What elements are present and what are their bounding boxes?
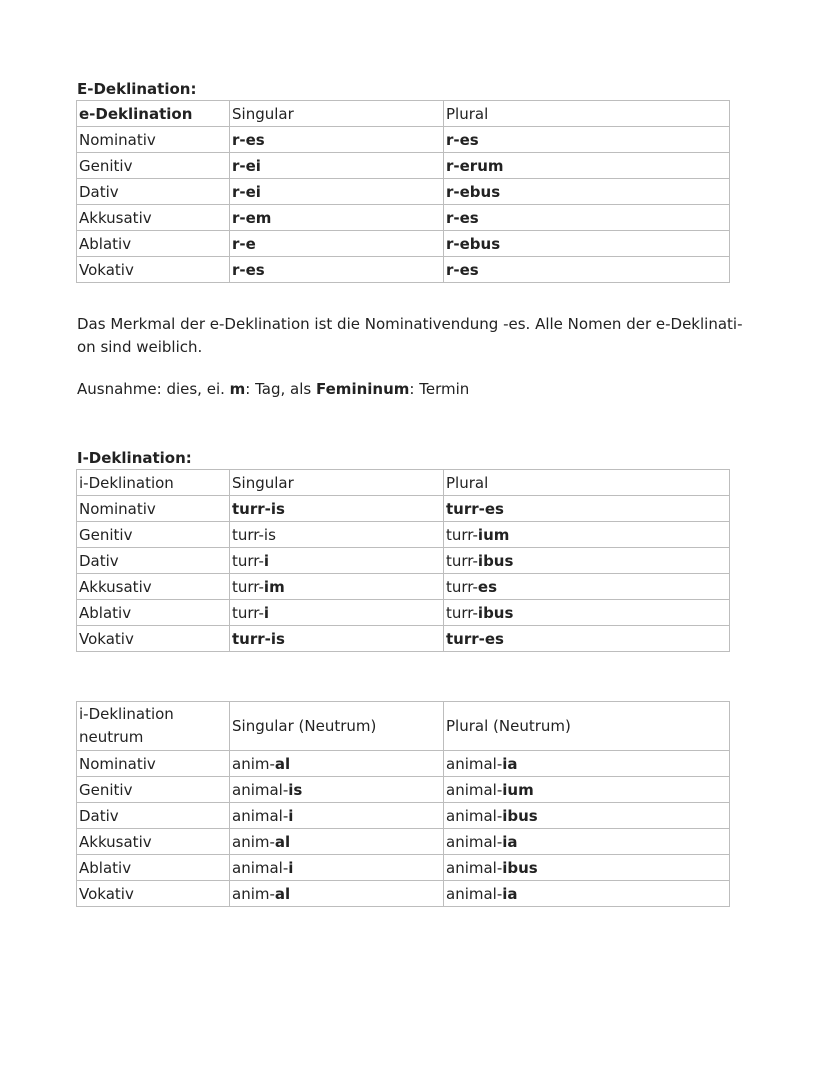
- stem: turr-: [232, 551, 264, 570]
- plural-cell: [444, 777, 730, 803]
- case-cell: Dativ: [77, 548, 230, 574]
- table-row: [77, 205, 730, 231]
- case-cell: Akkusativ: [77, 574, 230, 600]
- ending: ibus: [477, 551, 514, 570]
- singular-cell: [230, 522, 444, 548]
- plural-cell: [444, 574, 730, 600]
- singular-cell: r-e: [230, 231, 444, 257]
- exception-feminine: Femininum: [316, 380, 410, 398]
- case-cell: Akkusativ: [77, 829, 230, 855]
- plural-cell: r-es: [444, 257, 730, 283]
- singular-cell: r-es: [230, 127, 444, 153]
- e-deklination-note: Das Merkmal der e-Deklination ist die Nominativendung -es. Alle Nomen der e-Deklinati- on sind weiblich.: [77, 315, 743, 356]
- case-cell: Akkusativ: [77, 205, 230, 231]
- exception-suffix: : Termin: [409, 380, 470, 398]
- singular-cell: r-ei: [230, 179, 444, 205]
- table-header-row: [77, 101, 730, 127]
- ending: turr-is: [232, 499, 285, 518]
- singular-cell: r-ei: [230, 153, 444, 179]
- header-cell-case: i-Deklination neutrum: [77, 702, 230, 751]
- table-header-row: [77, 470, 730, 496]
- ending: i: [288, 858, 294, 877]
- table-row: [77, 574, 730, 600]
- stem: animal-: [446, 754, 503, 773]
- stem: animal-: [232, 858, 289, 877]
- case-cell: Ablativ: [77, 855, 230, 881]
- singular-cell: [230, 574, 444, 600]
- plural-cell: [444, 496, 730, 522]
- plural-cell: r-erum: [444, 153, 730, 179]
- plural-cell: [444, 751, 730, 777]
- table-row: [77, 127, 730, 153]
- plural-cell: [444, 522, 730, 548]
- plural-cell: [444, 803, 730, 829]
- case-cell: Nominativ: [77, 751, 230, 777]
- singular-cell: [230, 881, 444, 907]
- e-deklination-heading: E-Deklination:: [77, 80, 197, 98]
- stem: turr-: [446, 577, 478, 596]
- table-row: [77, 257, 730, 283]
- table-row: [77, 548, 730, 574]
- ending: ibus: [502, 806, 538, 825]
- ending: al: [274, 832, 291, 851]
- header-cell-case: i-Deklination: [77, 470, 230, 496]
- stem: turr-: [232, 603, 264, 622]
- ending: es: [477, 577, 498, 596]
- singular-cell: [230, 803, 444, 829]
- case-cell: Dativ: [77, 803, 230, 829]
- ending: turr-is: [232, 629, 285, 648]
- case-cell: Vokativ: [77, 881, 230, 907]
- ending: turr-es: [446, 499, 504, 518]
- stem: turr-: [232, 577, 264, 596]
- stem: anim-: [232, 754, 275, 773]
- case-cell: Vokativ: [77, 257, 230, 283]
- case-cell: Genitiv: [77, 153, 230, 179]
- singular-cell: [230, 496, 444, 522]
- plural-cell: r-es: [444, 127, 730, 153]
- singular-cell: [230, 600, 444, 626]
- ending: ia: [502, 884, 518, 903]
- plural-cell: [444, 881, 730, 907]
- exception-prefix: Ausnahme: dies, ei.: [77, 380, 230, 398]
- ending: ium: [477, 525, 510, 544]
- singular-cell: [230, 626, 444, 652]
- ending: turr-es: [446, 629, 504, 648]
- singular-cell: [230, 548, 444, 574]
- stem: animal-: [232, 806, 289, 825]
- i-deklination-heading: I-Deklination:: [77, 449, 192, 467]
- ending: i: [263, 551, 270, 570]
- table-row: [77, 496, 730, 522]
- i-deklination-neutrum-table: [76, 701, 730, 907]
- ending: ia: [502, 754, 518, 773]
- singular-cell: [230, 855, 444, 881]
- plural-cell: [444, 855, 730, 881]
- header-cell-singular: Singular: [230, 470, 444, 496]
- table-row: [77, 803, 730, 829]
- stem: turr-: [446, 603, 478, 622]
- i-deklination-table: [76, 469, 730, 652]
- header-cell-plural: Plural: [444, 101, 730, 127]
- case-cell: Nominativ: [77, 127, 230, 153]
- exception-gender: m: [229, 380, 246, 398]
- singular-cell: r-em: [230, 205, 444, 231]
- table-header-row: [77, 702, 730, 751]
- ending: ia: [502, 832, 518, 851]
- singular-cell: [230, 751, 444, 777]
- plural-cell: [444, 548, 730, 574]
- case-cell: Ablativ: [77, 231, 230, 257]
- stem: turr-: [446, 525, 478, 544]
- table-row: [77, 231, 730, 257]
- ending: ibus: [477, 603, 514, 622]
- table-row: [77, 626, 730, 652]
- singular-cell: r-es: [230, 257, 444, 283]
- plural-cell: [444, 600, 730, 626]
- table-row: [77, 751, 730, 777]
- stem: turr-is: [232, 525, 276, 544]
- plural-cell: [444, 829, 730, 855]
- ending: is: [288, 780, 303, 799]
- stem: anim-: [232, 884, 275, 903]
- header-cell-plural: Plural (Neutrum): [444, 702, 730, 751]
- case-cell: Genitiv: [77, 522, 230, 548]
- ending: i: [263, 603, 270, 622]
- stem: animal-: [446, 780, 503, 799]
- header-cell-plural: Plural: [444, 470, 730, 496]
- stem: anim-: [232, 832, 275, 851]
- header-cell-singular: Singular (Neutrum): [230, 702, 444, 751]
- table-row: [77, 600, 730, 626]
- table-row: [77, 179, 730, 205]
- plural-cell: r-ebus: [444, 231, 730, 257]
- table-row: [77, 522, 730, 548]
- case-cell: Nominativ: [77, 496, 230, 522]
- header-cell-singular: Singular: [230, 101, 444, 127]
- e-deklination-table: [76, 100, 730, 283]
- singular-cell: [230, 777, 444, 803]
- stem: animal-: [232, 780, 289, 799]
- plural-cell: r-ebus: [444, 179, 730, 205]
- singular-cell: [230, 829, 444, 855]
- ending: ium: [502, 780, 534, 799]
- stem: animal-: [446, 832, 503, 851]
- stem: animal-: [446, 858, 503, 877]
- case-cell: Vokativ: [77, 626, 230, 652]
- table-row: [77, 829, 730, 855]
- table-row: [77, 777, 730, 803]
- case-cell: Ablativ: [77, 600, 230, 626]
- ending: ibus: [502, 858, 538, 877]
- case-cell: Genitiv: [77, 777, 230, 803]
- ending: i: [288, 806, 294, 825]
- exception-mid: : Tag, als: [245, 380, 316, 398]
- ending: al: [274, 754, 291, 773]
- ending: al: [274, 884, 291, 903]
- header-cell-case: e-Deklination: [77, 101, 230, 127]
- plural-cell: [444, 626, 730, 652]
- stem: animal-: [446, 806, 503, 825]
- ending: im: [263, 577, 285, 596]
- table-row: [77, 855, 730, 881]
- e-deklination-exception: [77, 378, 757, 401]
- plural-cell: r-es: [444, 205, 730, 231]
- stem: animal-: [446, 884, 503, 903]
- table-row: [77, 881, 730, 907]
- stem: turr-: [446, 551, 478, 570]
- table-row: [77, 153, 730, 179]
- case-cell: Dativ: [77, 179, 230, 205]
